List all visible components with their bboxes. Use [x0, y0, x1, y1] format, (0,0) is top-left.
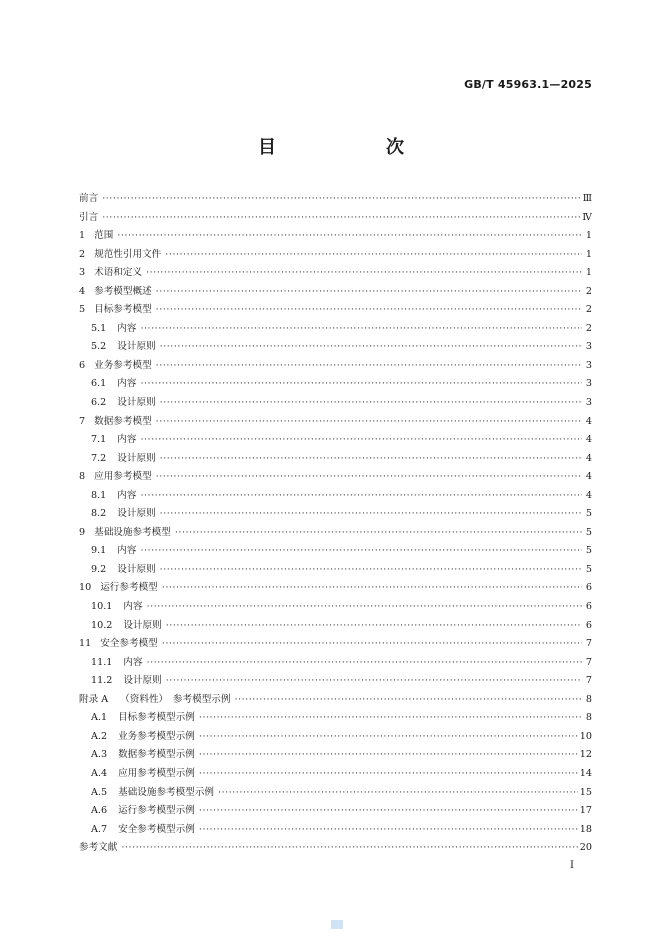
toc-entry[interactable]: [79, 617, 592, 636]
toc-entry[interactable]: [79, 190, 592, 209]
toc-entry-number: 8: [79, 471, 86, 483]
toc-entry-title: 内容: [117, 434, 137, 446]
toc-entry-number: A.4: [91, 767, 108, 779]
toc-entry-page: 7: [585, 675, 592, 687]
dot-leader: [121, 839, 577, 858]
toc-entry-number: 2: [79, 248, 86, 260]
toc-entry-number: 7: [79, 415, 86, 427]
toc-entry-page: 2: [585, 304, 592, 316]
dot-leader: [162, 635, 582, 654]
toc-entry-page: 4: [585, 471, 592, 483]
toc-entry-number: 7.1: [91, 434, 107, 446]
toc-entry-page: 7: [585, 638, 592, 650]
dot-leader: [156, 468, 582, 487]
toc-entry-title: 基础设施参考模型示例: [118, 786, 215, 798]
toc-entry-number: 9: [79, 526, 86, 538]
toc-entry-page: 4: [585, 434, 592, 446]
toc-entry-page: Ⅲ: [582, 193, 592, 204]
toc-entry-title: 应用参考模型: [94, 471, 152, 483]
toc-entry-number: 10.1: [91, 601, 113, 613]
toc-entry[interactable]: [79, 450, 592, 469]
toc-entry-page: 20: [579, 842, 592, 854]
toc-entry-number: 附录 A: [79, 693, 109, 705]
dot-leader: [199, 709, 582, 728]
toc-entry-title: 内容: [117, 378, 137, 390]
toc-entry-number: 9.2: [91, 563, 107, 575]
toc-entry-title: 基础设施参考模型: [94, 526, 171, 538]
toc-entry[interactable]: [79, 320, 592, 339]
toc-entry-page: 3: [585, 359, 592, 371]
toc-entry-title: （资料性） 参考模型示例: [120, 693, 231, 705]
dot-leader: [175, 524, 582, 543]
toc-entry[interactable]: [79, 672, 592, 691]
toc-entry-number: 4: [79, 285, 86, 297]
toc-entry[interactable]: [79, 654, 592, 673]
dot-leader: [162, 579, 582, 598]
toc-entry[interactable]: [79, 802, 592, 821]
toc-entry-page: 1: [585, 267, 592, 279]
dot-leader: [156, 283, 582, 302]
toc-entry[interactable]: [79, 301, 592, 320]
standard-code: GB/T 45963.1—2025: [464, 78, 592, 91]
page-number: I: [570, 860, 574, 871]
toc-entry[interactable]: [79, 375, 592, 394]
toc-entry-page: 3: [585, 341, 592, 353]
table-of-contents: [79, 190, 592, 858]
toc-entry[interactable]: [79, 246, 592, 265]
toc-entry-number: A.6: [91, 805, 108, 817]
toc-entry-number: 10: [79, 582, 92, 594]
toc-entry-title: 设计原则: [123, 675, 162, 687]
toc-entry-title: 设计原则: [117, 563, 156, 575]
toc-entry[interactable]: [79, 746, 592, 765]
toc-entry[interactable]: [79, 784, 592, 803]
toc-entry-page: 5: [585, 508, 592, 520]
toc-entry-title: 前言: [79, 193, 99, 204]
dot-leader: [199, 746, 578, 765]
dot-leader: [102, 209, 580, 228]
toc-entry-title: 内容: [123, 656, 143, 668]
toc-entry[interactable]: [79, 487, 592, 506]
toc-entry-title: 设计原则: [117, 341, 156, 353]
toc-entry-title: 数据参考模型: [94, 415, 152, 427]
dot-leader: [156, 301, 582, 320]
toc-entry[interactable]: [79, 431, 592, 450]
toc-entry-number: A.7: [91, 823, 108, 835]
dot-leader: [235, 691, 583, 710]
toc-entry-title: 安全参考模型示例: [118, 823, 195, 835]
toc-entry[interactable]: [79, 209, 592, 228]
toc-entry-page: 5: [585, 545, 592, 557]
toc-entry[interactable]: [79, 635, 592, 654]
toc-entry-number: A.1: [91, 712, 108, 724]
toc-entry-title: 设计原则: [117, 397, 156, 409]
toc-entry[interactable]: [79, 468, 592, 487]
toc-entry-number: 6.2: [91, 397, 107, 409]
dot-leader: [166, 672, 582, 691]
toc-entry-page: 2: [585, 322, 592, 334]
dot-leader: [160, 338, 582, 357]
toc-entry[interactable]: [79, 357, 592, 376]
toc-entry[interactable]: [79, 765, 592, 784]
toc-entry[interactable]: [79, 728, 592, 747]
toc-entry-page: Ⅳ: [582, 211, 592, 223]
dot-leader: [199, 802, 578, 821]
toc-entry-page: 7: [585, 656, 592, 668]
toc-entry-title: 规范性引用文件: [94, 248, 162, 260]
toc-entry-title: 范围: [94, 230, 114, 242]
toc-entry-number: 3: [79, 267, 86, 279]
toc-entry-page: 5: [585, 563, 592, 575]
dot-leader: [146, 264, 582, 283]
dot-leader: [218, 784, 578, 803]
toc-entry-title: 内容: [123, 601, 143, 613]
dot-leader: [140, 375, 582, 394]
toc-entry-number: A.3: [91, 749, 108, 761]
dot-leader: [147, 654, 582, 673]
toc-entry-page: 17: [579, 805, 592, 817]
toc-entry[interactable]: [79, 542, 592, 561]
dot-leader: [156, 357, 582, 376]
toc-entry-title: 内容: [117, 322, 137, 334]
toc-entry-number: 5: [79, 304, 86, 316]
toc-entry-page: 2: [585, 285, 592, 297]
toc-entry-number: 11.2: [91, 675, 113, 687]
toc-entry-number: 7.2: [91, 452, 107, 464]
toc-entry-page: 12: [579, 749, 592, 761]
dot-leader: [160, 450, 582, 469]
toc-entry-title: 参考模型概述: [94, 285, 152, 297]
toc-entry-page: 8: [585, 712, 592, 724]
toc-entry[interactable]: [79, 505, 592, 524]
toc-entry-title: 运行参考模型示例: [118, 805, 195, 817]
toc-entry-number: 5.2: [91, 341, 107, 353]
dot-leader: [165, 246, 582, 265]
toc-entry-page: 1: [585, 230, 592, 242]
toc-entry-title: 设计原则: [117, 452, 156, 464]
toc-entry-number: 1: [79, 230, 86, 242]
toc-entry[interactable]: [79, 264, 592, 283]
toc-entry-page: 15: [579, 786, 592, 798]
toc-entry-number: 8.2: [91, 508, 107, 520]
toc-entry-page: 5: [585, 526, 592, 538]
toc-entry-page: 4: [585, 415, 592, 427]
toc-entry-title: 目标参考模型示例: [118, 712, 195, 724]
toc-entry-title: 引言: [79, 211, 99, 223]
toc-entry-page: 14: [579, 767, 592, 779]
toc-entry[interactable]: [79, 227, 592, 246]
dot-leader: [102, 190, 581, 209]
toc-entry[interactable]: [79, 579, 592, 598]
dot-leader: [199, 728, 578, 747]
dot-leader: [147, 598, 582, 617]
dot-leader: [117, 227, 582, 246]
toc-entry-page: 1: [585, 248, 592, 260]
toc-entry[interactable]: [79, 413, 592, 432]
toc-entry-page: 3: [585, 397, 592, 409]
toc-entry-number: 6: [79, 359, 86, 371]
toc-entry[interactable]: [79, 561, 592, 580]
toc-entry-page: 10: [579, 730, 592, 742]
dot-leader: [140, 542, 582, 561]
toc-entry-number: 11: [79, 638, 92, 650]
toc-entry[interactable]: [79, 821, 592, 840]
toc-entry-number: 10.2: [91, 619, 113, 631]
toc-entry-title: 安全参考模型: [100, 638, 158, 650]
toc-entry-title: 设计原则: [123, 619, 162, 631]
toc-entry-page: 6: [585, 619, 592, 631]
toc-entry-number: 5.1: [91, 322, 107, 334]
toc-entry-number: 11.1: [91, 656, 113, 668]
dot-leader: [140, 487, 582, 506]
dot-leader: [140, 431, 582, 450]
toc-entry-page: 4: [585, 489, 592, 501]
toc-entry[interactable]: [79, 839, 592, 858]
toc-entry-page: 6: [585, 601, 592, 613]
toc-entry-title: 内容: [117, 545, 137, 557]
dot-leader: [160, 505, 582, 524]
toc-entry-page: 4: [585, 452, 592, 464]
toc-entry-page: 6: [585, 582, 592, 594]
toc-entry-title: 运行参考模型: [100, 582, 158, 594]
dot-leader: [199, 821, 578, 840]
dot-leader: [156, 413, 582, 432]
dot-leader: [160, 561, 582, 580]
toc-entry-number: 6.1: [91, 378, 107, 390]
dot-leader: [140, 320, 582, 339]
toc-entry-title: 术语和定义: [94, 267, 143, 279]
toc-entry-number: 8.1: [91, 489, 107, 501]
toc-entry-page: 8: [585, 693, 592, 705]
toc-entry[interactable]: [79, 709, 592, 728]
toc-entry[interactable]: [79, 691, 592, 710]
toc-entry[interactable]: [79, 598, 592, 617]
toc-entry[interactable]: [79, 338, 592, 357]
toc-entry-title: 设计原则: [117, 508, 156, 520]
toc-entry[interactable]: [79, 394, 592, 413]
toc-entry-number: A.5: [91, 786, 108, 798]
toc-entry-title: 业务参考模型: [94, 359, 152, 371]
toc-entry-title: 应用参考模型示例: [118, 767, 195, 779]
toc-entry-number: 9.1: [91, 545, 107, 557]
watermark-logo: [331, 920, 343, 929]
toc-entry-number: A.2: [91, 730, 108, 742]
page-title: 目 次: [258, 137, 450, 158]
dot-leader: [199, 765, 578, 784]
toc-entry[interactable]: [79, 524, 592, 543]
toc-entry-title: 参考文献: [79, 842, 118, 854]
dot-leader: [166, 617, 582, 636]
toc-entry-title: 业务参考模型示例: [118, 730, 195, 742]
toc-entry-page: 18: [579, 823, 592, 835]
dot-leader: [160, 394, 582, 413]
toc-entry-page: 3: [585, 378, 592, 390]
toc-entry-title: 数据参考模型示例: [118, 749, 195, 761]
toc-entry-title: 内容: [117, 489, 137, 501]
toc-entry[interactable]: [79, 283, 592, 302]
toc-entry-title: 目标参考模型: [94, 304, 152, 316]
